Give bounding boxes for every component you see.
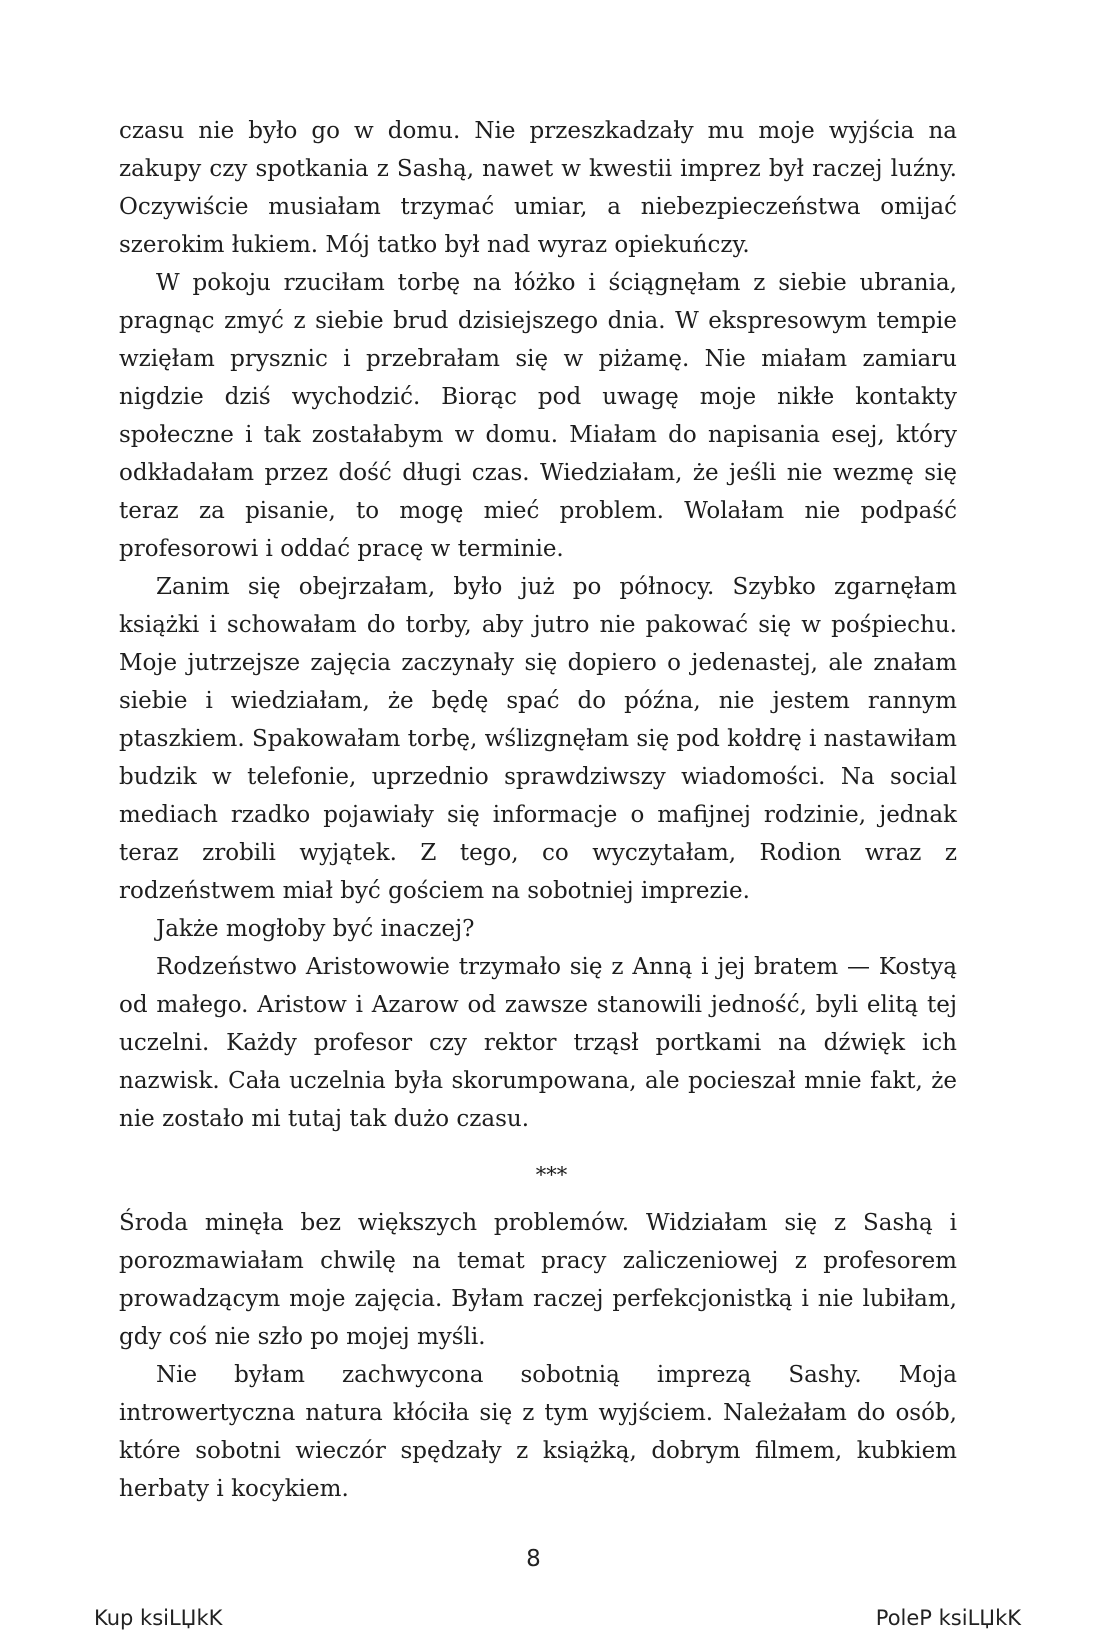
paragraph: Zanim się obejrzałam, było już po północy. Szybko zgarnęłam książki i schowałam do torby, aby jutro nie pakować się w pośpiechu. Moje jutrzejsze zajęcia zaczynały się dopiero o jedenastej, ale znałam siebie i wiedziałam, że będę spać do późna, nie jestem rannym ptaszkiem. Spakowałam torbę, wślizgnęłam się pod kołdrę i nastawiłam budzik w telefonie, uprzednio sprawdziwszy wiadomości. Na social mediach rzadko pojawiały się informacje o mafijnej rodzinie, jednak teraz zrobili wyjątek. Z tego, co wyczytałam, Rodion wraz z rodzeństwem miał być gościem na sobotniej imprezie. bbox=[119, 574, 957, 904]
body-text-section-1 bbox=[119, 112, 957, 1138]
paragraph: W pokoju rzuciłam torbę na łóżko i ściągnęłam z siebie ubrania, pragnąc zmyć z siebie brud dzisiejszego dnia. W ekspresowym tempie wzięłam prysznic i przebrałam się w piżamę. Nie miałam zamiaru nigdzie dziś wychodzić. Biorąc pod uwagę moje nikłe kontakty społeczne i tak zostałabym w domu. Miałam do napisania esej, który odkładałam przez dość długi czas. Wiedziałam, że jeśli nie wezmę się teraz za pisanie, to mogę mieć problem. Wolałam nie podpaść profesorowi i oddać pracę w terminie. bbox=[119, 270, 957, 562]
paragraph: Nie byłam zachwycona sobotnią imprezą Sashy. Moja introwertyczna natura kłóciła się z tym wyjściem. Należałam do osób, które sobotni wieczór spędzały z książką, dobrym filmem, kubkiem herbaty i kocykiem. bbox=[119, 1362, 957, 1502]
paragraph: Środa minęła bez większych problemów. Widziałam się z Sashą i porozmawiałam chwilę na temat pracy zaliczeniowej z profesorem prowadzącym moje zajęcia. Byłam raczej perfekcjonistką i nie lubiłam, gdy coś nie szło po mojej myśli. bbox=[119, 1210, 957, 1350]
paragraph: Rodzeństwo Aristowowie trzymało się z Anną i jej bratem — Kostyą od małego. Aristow i Azarow od zawsze stanowili jedność, byli elitą tej uczelni. Każdy profesor czy rektor trząsł portkami na dźwięk ich nazwisk. Cała uczelnia była skorumpowana, ale pocieszał mnie fakt, że nie zostało mi tutaj tak dużo czasu. bbox=[119, 954, 957, 1132]
paragraph: czasu nie było go w domu. Nie przeszkadzały mu moje wyjścia na zakupy czy spotkania z Sashą, nawet w kwestii imprez był raczej luźny. Oczywiście musiałam trzymać umiar, a niebezpieczeństwa omijać szerokim łukiem. Mój tatko był nad wyraz opiekuńczy. bbox=[119, 118, 957, 258]
paragraph: Jakże mogłoby być inaczej? bbox=[156, 916, 475, 942]
buy-book-link[interactable]: Kup ksiLЏkK bbox=[94, 1606, 223, 1630]
page-number: 8 bbox=[526, 1546, 541, 1572]
body-text-section-2 bbox=[119, 1204, 957, 1508]
recommend-book-link[interactable]: PoleP ksiLЏkK bbox=[875, 1606, 1021, 1630]
section-separator: *** bbox=[535, 1163, 568, 1187]
